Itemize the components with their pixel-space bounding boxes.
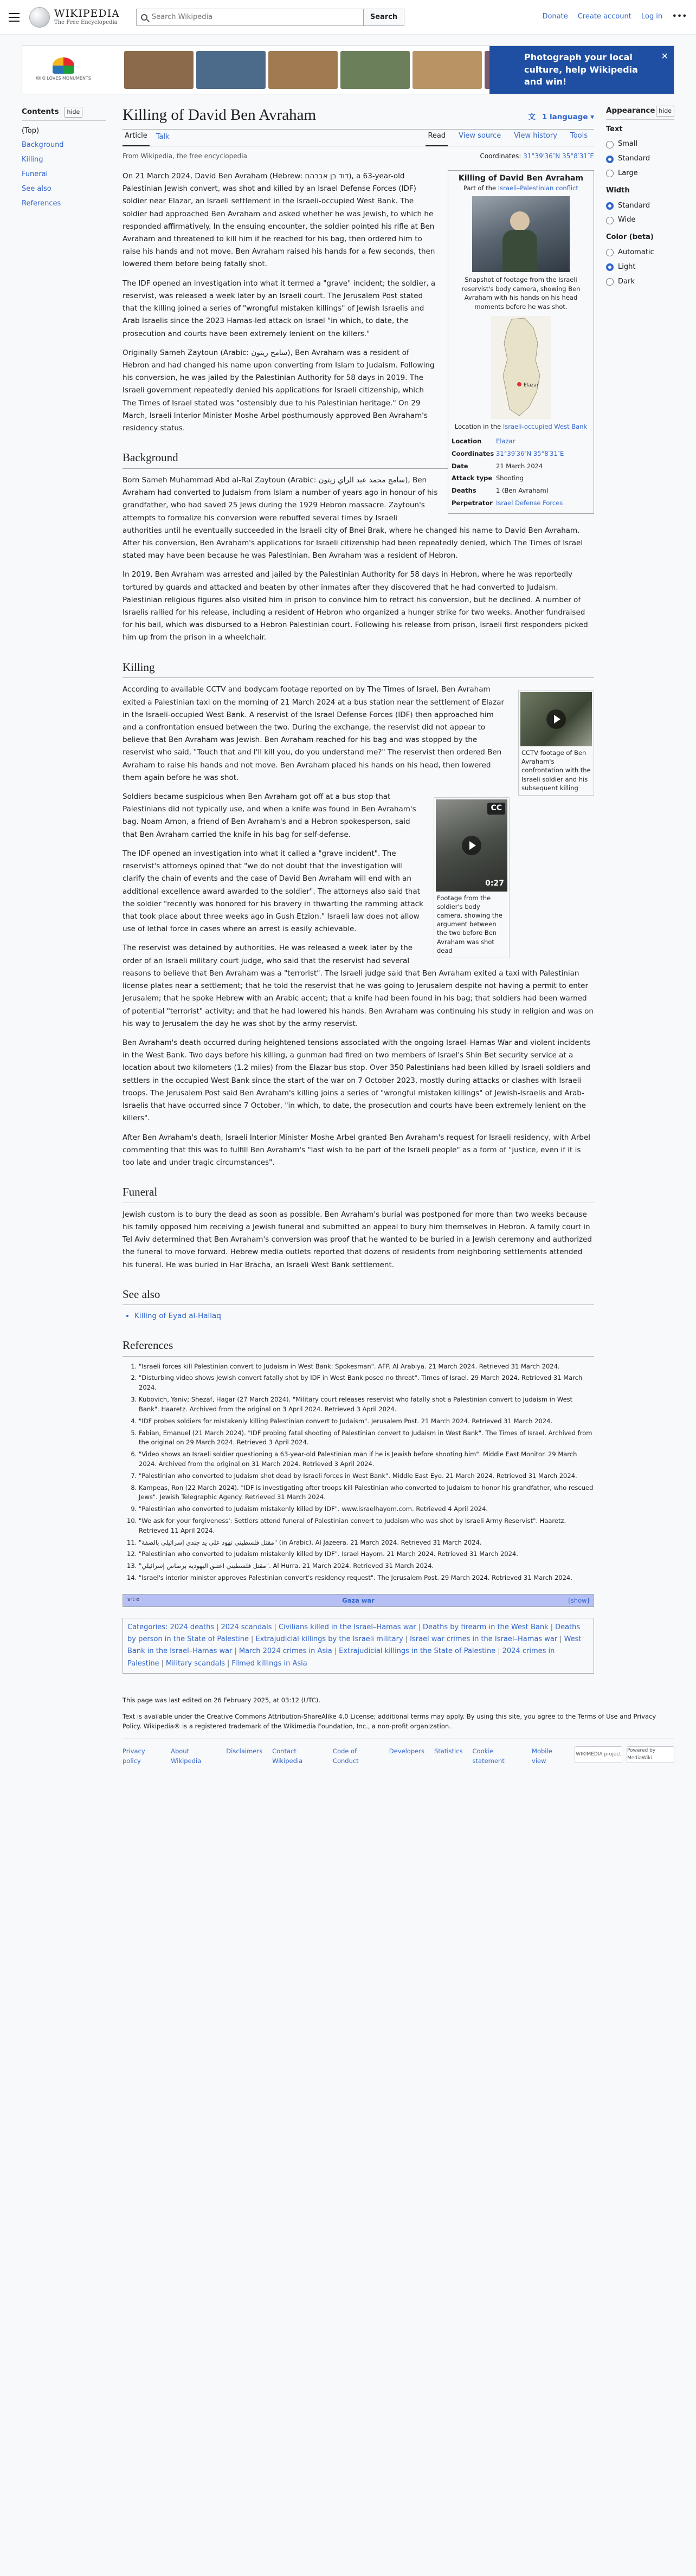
radio-label: Light (618, 262, 636, 271)
tab-tools[interactable]: Tools (570, 131, 588, 140)
reference-item: 8. Kampeas, Ron (22 March 2024). "IDF is investigating after troops kill Palestinian who converted to Judaism to honor his grandfather, who rescued Jews". Jewish Telegraphic Agency. Retrieved 31 March 2024. (139, 1483, 594, 1503)
radio-label: Standard (618, 154, 650, 163)
search-button[interactable]: Search (363, 9, 404, 26)
background-paragraph: Born Sameh Muhammad Abd al-Rai Zaytoun (Arabic: سامح محمد عبد الراي زيتون), Ben Avraham had converted to Judaism from Islam a number of years ago in honour of his grandfather, who had saved 25 Jews during the 1929 Hebron massacre. Zaytoun's attempts to formalize his conversion were rebuffed several times by Israeli authorities until he eventually succeeded in the Israeli city of Bnei Brak, where he changed his name to David Ben Avraham. After his conversion, Ben Avraham's applications for Israeli citizenship had been repeatedly denied, which The Times of Israel stated may have been because he was Palestinian. Ben Avraham was a resident of Hebron. (123, 475, 583, 560)
cctv-video-figure (518, 690, 594, 795)
wikimedia-badge[interactable]: WIKIMEDIA project (575, 1746, 622, 1763)
appearance-radio-option[interactable] (606, 260, 674, 275)
category-link[interactable]: Filmed killings in Asia (231, 1659, 307, 1668)
tab-view-source[interactable]: View source (459, 131, 501, 140)
bodycam-video-caption: Footage from the soldier's body camera, showing the argument between the two before Ben Avraham was shot dead (437, 894, 502, 954)
section-heading-background: Background (123, 449, 594, 469)
reference-item: 5. Fabian, Emanuel (21 March 2024). "IDF probing fatal shooting of Palestinian convert to Judaism in West Bank". The Times of Israel. Archived from the original on 29 March 2024. Retrieved 3 April 2024. (139, 1429, 594, 1448)
radio-button-icon[interactable] (606, 156, 614, 163)
radio-label: Large (618, 169, 638, 177)
killing-paragraph: According to available CCTV and bodycam footage reported on by The Times of Israel, Ben Avraham exited a Palestinian taxi on the morning of 21 March 2024 at a bus station near the settlement of Elazar in the Israeli-occupied West Bank. A reservist of the Israel Defense Forces (IDF) then approached him and a confrontation ensued between the two. During the exchange, the reservist did not appear to believe that Ben Avraham was Jewish. Ben Avraham reached for his bag and was stopped by the reservist who said, "Touch that and I'll kill you, do you understand me?" The reservist then ordered Ben Avraham to raise his hands and not move. Ben Avraham placed his hands on his head, then lowered them again before he was shot. (123, 685, 505, 782)
infobox-key: Coordinates (452, 449, 494, 457)
banner-photo (340, 51, 410, 89)
search-box (136, 9, 364, 26)
reference-item: 1. "Israeli forces kill Palestinian convert to Judaism in West Bank: Spokesman". AFP. Al Arabiya. 21 March 2024. Retrieved 31 March 2024. (139, 1362, 594, 1372)
cctv-video[interactable] (520, 692, 592, 746)
bodycam-snapshot-image[interactable] (472, 196, 570, 272)
infobox-key: Deaths (452, 486, 476, 494)
mediawiki-badge[interactable]: Powered by MediaWiki (627, 1746, 674, 1763)
category-link[interactable]: Military scandals (165, 1659, 225, 1668)
license-text: Text is available under the Creative Commons Attribution-ShareAlike 4.0 License; additional terms may apply. By using this site, you agree to the Terms of Use and Privacy Policy. Wikipedia® is a registered trademark of the Wikimedia Foundation, Inc., a non-profit organization. (123, 1713, 656, 1731)
category-link[interactable]: Extrajudicial killings by the Israeli military (255, 1635, 403, 1644)
wikipedia-logo[interactable] (29, 7, 120, 28)
radio-label: Small (618, 140, 638, 149)
reference-item: 2. "Disturbing video shows Jewish convert fatally shot by IDF in West Bank posed no threat". Times of Israel. 29 March 2024. Retrieved 31 March 2024. (139, 1373, 594, 1393)
tagline: The Free Encyclopedia (54, 19, 118, 25)
appearance-radio-option[interactable] (606, 166, 674, 181)
lead-paragraph: On 21 March 2024, David Ben Avraham (Hebrew: דוד בן אברהם), a 63-year-old Palestinian Jewish convert, was shot and killed by an Israel Defense Forces (IDF) soldier near Elazar, an Israeli settlement in the Israeli-occupied West Bank. The soldier had approached Ben Avraham and asked whether he was Jewish, to which he responded affirmatively. In the ensuing encounter, the soldier pointed his rifle at Ben Avraham and threatened to kill him if he reached for his bag, then ordered him to raise his hands and not move. Ben Avraham raised his hands for a few seconds, then lowered them before being fatally shot. (123, 171, 435, 269)
top-bar (0, 0, 696, 35)
close-icon[interactable]: ✕ (661, 51, 668, 61)
reference-item: 6. "Video shows an Israeli soldier questioning a 63-year-old Palestinian man if he is Jewish before shooting him". Middle East Monitor. 29 March 2024. Archived from the original on 31 March 2024. Retrieved 3 April 2024. (139, 1450, 594, 1469)
radio-label: Automatic (618, 248, 654, 256)
category-link[interactable]: March 2024 crimes in Asia (239, 1647, 332, 1656)
reference-item: 14. "Israel's interior minister approves Palestinian convert's residency request". The Jerusalem Post. 29 March 2024. Retrieved 31 March 2024. (139, 1573, 594, 1583)
heart-logo-icon (53, 57, 74, 74)
reference-item: 7. "Palestinian who converted to Judaism shot dead by Israeli forces in West Bank". Middle East Eye. 21 March 2024. Retrieved 31 March 2024. (139, 1471, 594, 1481)
radio-button-icon[interactable] (606, 278, 614, 286)
navbox-title[interactable]: Gaza war (342, 1596, 375, 1604)
category-separator: | (216, 1623, 219, 1632)
infobox-row-coordinates (452, 448, 590, 460)
category-separator: | (334, 1647, 337, 1656)
killing-paragraph: The IDF opened an investigation into what it called a "grave incident". The reservist's attorneys opined that "we do not doubt that the investigation will clarify the chain of events and the case of David Ben Avraham will end with an additional excellence award awarded to the soldier". The attorneys also said that the soldier "recently was honored for his bravery in thwarting the ramming attack that took place about three weeks ago in Gush Etzion." Israeli law does not allow use of lethal force in cases where an arrest is easily achievable. (123, 849, 423, 934)
tab-article[interactable]: Article (123, 131, 150, 146)
toc-item-top[interactable]: (Top) (22, 126, 40, 135)
killing-paragraph: Ben Avraham's death occurred during heightened tensions associated with the ongoing Israel–Hamas War and violent incidents in the West Bank. Two days before his killing, a gunman had fired on two members of Israel's Shin Bet security service at a location about two kilometers (1.2 miles) from the Elazar bus stop. Over 350 Palestinians had been killed by Israeli soldiers and settlers in the occupied West Bank since the start of the war on 7 October 2023, mostly during attacks or clashes with Israeli troops. The Jerusalem Post said Ben Avraham's killing joins a series of "wrongful mistaken killings" of Jewish-Israelis and Arab-Israelis that have occurred since 7 October, "in which, to date, the prosecution and courts have been extremely lenient on the killers". (123, 1038, 591, 1123)
coordinates (480, 151, 594, 162)
category-separator: | (227, 1659, 230, 1668)
location-map[interactable] (491, 316, 551, 419)
appearance-group-label: Color (beta) (606, 233, 654, 242)
play-icon[interactable] (546, 709, 566, 729)
wiki-loves-monuments-logo (33, 51, 94, 88)
reference-item: 10. "We ask for your forgiveness': Settlers attend funeral of Palestinian convert to Judaism who was shot by Israeli Army Reservist". Haaretz. Retrieved 11 April 2024. (139, 1516, 594, 1536)
section-heading-funeral: Funeral (123, 1183, 594, 1203)
map-caption-prefix: Location in the (454, 422, 501, 430)
more-options-icon[interactable]: ••• (672, 12, 687, 21)
table-of-contents (22, 94, 106, 1674)
bodycam-video-figure (434, 797, 510, 958)
radio-button-icon[interactable] (606, 202, 614, 210)
play-icon[interactable] (462, 836, 481, 855)
category-separator: | (559, 1635, 562, 1644)
infobox-value[interactable]: Israel Defense Forces (496, 499, 563, 507)
infobox-part-of-link[interactable]: Israeli–Palestinian conflict (498, 184, 578, 192)
infobox-value[interactable]: 31°39′36″N 35°8′31″E (496, 449, 564, 457)
radio-button-icon[interactable] (606, 217, 614, 224)
category-link[interactable]: Deaths by firearm in the West Bank (423, 1623, 549, 1632)
toc-item-funeral[interactable]: Funeral (22, 170, 48, 178)
category-link[interactable]: Extrajudicial killings in the State of Palestine (339, 1647, 496, 1656)
puzzle-globe-icon (29, 7, 50, 28)
reference-item: 4. "IDF probes soldiers for mistakenly killing Palestinian convert to Judaism". Jerusalem Post. 21 March 2024. Retrieved 31 March 2024. (139, 1417, 594, 1426)
cctv-video-caption: CCTV footage of Ben Avraham's confrontation with the Israeli soldier and his subsequent killing (521, 749, 591, 792)
appearance-radio-option[interactable] (606, 199, 674, 214)
killing-paragraph: Soldiers became suspicious when Ben Avraham got off at a bus stop that Palestinians did not typically use, and when a knife was found in Ben Avraham's bag. Noam Arnon, a friend of Ben Avraham's and a Hebron spokesperson, said that Ben Avraham carried the knife in his bag for self-defense. (123, 792, 416, 839)
appearance-radio-option[interactable] (606, 137, 674, 152)
donate-link[interactable]: Donate (542, 12, 568, 21)
wordmark: WIKIPEDIA (54, 8, 120, 20)
infobox-key: Location (452, 437, 482, 446)
footer-link[interactable]: About Wikipedia (171, 1747, 202, 1765)
category-separator: | (498, 1647, 500, 1656)
appearance-radio-option[interactable] (606, 152, 674, 166)
category-link[interactable]: 2024 scandals (221, 1623, 272, 1632)
campaign-banner[interactable] (22, 46, 674, 94)
infobox-row-deaths (452, 485, 590, 497)
infobox-part-of-prefix: Part of the (463, 184, 497, 192)
radio-button-icon[interactable] (606, 249, 614, 256)
banner-cta[interactable]: Photograph your local culture, help Wikipedia and win! (489, 46, 674, 94)
tab-read[interactable]: Read (426, 131, 448, 146)
appearance-title: Appearance (606, 106, 655, 115)
category-separator: | (250, 1635, 254, 1644)
toc-item-killing[interactable]: Killing (22, 156, 43, 164)
tab-view-history[interactable]: View history (514, 131, 557, 140)
article-body (123, 163, 594, 1674)
radio-label: Standard (618, 201, 650, 210)
radio-button-icon[interactable] (606, 170, 614, 177)
footer-links (123, 1738, 674, 1766)
toc-title: Contents (22, 107, 59, 116)
infobox-row-location (452, 435, 590, 448)
map-label: Elazar (524, 382, 539, 388)
create-account-link[interactable]: Create account (577, 12, 631, 21)
banner-photo (196, 51, 266, 89)
category-link[interactable]: West Bank in the Israel–Hamas war (127, 1635, 582, 1656)
coordinates-label: Coordinates: (480, 152, 521, 160)
infobox-row-perpetrator (452, 497, 590, 509)
appearance-radio-option[interactable] (606, 275, 674, 289)
tab-talk[interactable]: Talk (156, 132, 170, 141)
category-link[interactable]: Deaths by person in the State of Palestine (127, 1623, 581, 1644)
lead-paragraph: Originally Sameh Zaytoun (Arabic: سامح زيتون), Ben Avraham was a resident of Hebron and had changed his name upon converting from Islam to Judaism. Following his conversion, he was jailed by the Palestinian Authority for 58 days in 2019. The Israeli government repeatedly denied his applications for Israeli citizenship, which The Times of Israel stated was "ostensibly due to his Palestinian heritage." On 29 March, Israeli Interior Minister Moshe Arbel posthumously approved Ben Avraham's residency status. (123, 348, 435, 433)
radio-label: Dark (618, 277, 635, 286)
category-separator: | (405, 1635, 408, 1644)
map-caption-link[interactable]: Israeli-occupied West Bank (502, 422, 588, 430)
language-button[interactable]: 文 1 language ▾ (528, 113, 594, 122)
infobox-key: Attack type (452, 474, 493, 482)
appearance-group-label: Width (606, 186, 630, 195)
language-button-label: 1 language (542, 113, 588, 122)
footer-link[interactable]: Mobile view (532, 1747, 552, 1765)
appearance-radio-option[interactable] (606, 246, 674, 260)
section-heading-killing: Killing (123, 658, 594, 679)
banner-photo (124, 51, 194, 89)
infobox-row-attack-type (452, 472, 590, 485)
references-list (123, 1362, 594, 1583)
infobox-key: Perpetrator (452, 499, 493, 507)
categories-label[interactable]: Categories: (127, 1623, 168, 1632)
funeral-paragraph: Jewish custom is to bury the dead as soon as possible. Ben Avraham's burial was postponed for more than two weeks because his family opposed him receiving a Jewish funeral and submitted an appeal to bury him themselves in Hebron. A family court in Tel Aviv determined that Ben Avraham's conversion was proof that he wanted to be buried in a Jewish ceremony and authorized the funeral to move forward. Hebrew media outlets reported that dozens of residents from neighboring settlements attended his funeral. He was buried in Har Brācha, an Israeli West Bank settlement. (123, 1210, 592, 1269)
killing-paragraph: After Ben Avraham's death, Israeli Interior Minister Moshe Arbel granted Ben Avraham's request for Israeli residency, with Arbel commenting that this was to fulfill Ben Avraham's "last wish to be part of the Israeli people" as a form of "justice, even if it is too late and under tragic circumstances". (123, 1133, 591, 1167)
infobox-photo-caption: Snapshot of footage from the Israeli reservist's body camera, showing Ben Avraham with his hands on his head moments before he was shot. (461, 275, 581, 311)
page-title: Killing of David Ben Avraham (123, 106, 317, 124)
radio-button-icon[interactable] (606, 263, 614, 271)
page-tabs (123, 130, 594, 147)
toc-item-references[interactable]: References (22, 199, 61, 208)
footer-link[interactable]: Cookie statement (472, 1747, 505, 1765)
last-edited: This page was last edited on 26 February 2025, at 03:12 (UTC). (123, 1696, 321, 1704)
footer-link[interactable]: Statistics (434, 1747, 463, 1755)
infobox (448, 170, 594, 514)
toc-hide-button[interactable]: hide (65, 107, 83, 118)
background-paragraph: In 2019, Ben Avraham was arrested and jailed by the Palestinian Authority for 58 days in Hebron, where he was reportedly tortured by guards and attacked and beaten by other inmates after they discovered that he had converted to Judaism. Palestinian religious figures also visited him in prison to convince him to retract his conversion, but he declined. A number of Israelis rallied for his release, including a resident of Hebron who organized a hunger strike for two weeks. Another fundraised for his bail, which was disbursed to a Hebron Palestinian court. Following his release from prison, Israeli first responders picked him up from the prison in a wheelchair. (123, 570, 588, 642)
navbox (123, 1594, 594, 1607)
categories-box (123, 1618, 594, 1673)
category-separator: | (234, 1647, 237, 1656)
see-also-item[interactable]: • Killing of Eyad al-Hallaq (134, 1310, 594, 1322)
search-icon (141, 14, 147, 21)
search-input[interactable] (152, 13, 359, 21)
infobox-part-of (452, 184, 590, 193)
killing-paragraph: The reservist was detained by authorities. He was released a week later by the order of an Israeli military court judge, who said that the reservist had several reasons to believe that Ben Avraham was a "terrorist". The Israeli judge said that Ben Avraham exited a taxi with Palestinian license plates near a settlement; that he told the reservist that he was going to Jerusalem despite not having a permit to enter Jerusalem; that he spoke Hebrew with an Arabic accent; that a knife had been found in his bag; that soldiers had been warned of potential "terrorist" activity; and that he had lowered his hands. Ben Avraham was continuing his study in religion and was on his way to Jerusalem the day he was shot by the army reservist. (123, 944, 594, 1028)
infobox-map-caption (454, 422, 588, 431)
category-separator: | (274, 1623, 276, 1632)
appearance-panel (594, 94, 674, 1674)
main-menu-icon[interactable] (9, 13, 20, 22)
from-wikipedia: From Wikipedia, the free encyclopedia (123, 152, 247, 160)
infobox-row-date (452, 460, 590, 473)
reference-item: 3. Kubovich, Yaniv; Shezaf, Hagar (27 March 2024). "Military court releases reservist who fatally shot a Palestinian convert to Judaism in West Bank". Haaretz. Archived from the original on 3 April 2024. Retrieved 3 April 2024. (139, 1395, 594, 1415)
radio-label: Wide (618, 216, 636, 224)
infobox-value: 1 (Ben Avraham) (496, 486, 549, 494)
video-duration: 0:27 (485, 879, 504, 888)
user-links (542, 11, 687, 23)
reference-item: 9. "Palestinian who converted to Judaism mistakenly killed by IDF". www.israelhayom.com. Retrieved 4 April 2024. (139, 1505, 594, 1514)
section-heading-references: References (123, 1337, 594, 1357)
coordinates-link[interactable]: 31°39′36″N 35°8′31″E (523, 152, 594, 160)
footer-link[interactable]: Disclaimers (226, 1747, 263, 1755)
footer (0, 1674, 696, 1766)
appearance-radio-option[interactable] (606, 213, 674, 228)
bodycam-video[interactable] (436, 799, 507, 892)
radio-button-icon[interactable] (606, 141, 614, 149)
footer-link[interactable]: Contact Wikipedia (272, 1747, 303, 1765)
appearance-hide-button[interactable]: hide (656, 106, 674, 117)
category-separator: | (161, 1659, 164, 1668)
infobox-title: Killing of David Ben Avraham (458, 173, 584, 183)
banner-photo (413, 51, 482, 89)
main-content (106, 94, 594, 1674)
category-link[interactable]: Civilians killed in the Israel–Hamas war (278, 1623, 416, 1632)
infobox-value: Shooting (496, 474, 524, 482)
footer-link[interactable]: Code of Conduct (332, 1747, 359, 1765)
see-also-list (123, 1310, 594, 1322)
west-bank-map-icon (491, 316, 551, 419)
infobox-value[interactable]: Elazar (496, 437, 515, 446)
navbox-vte[interactable]: v·t·e (127, 1596, 140, 1603)
category-separator: | (550, 1623, 553, 1632)
closed-captions-icon[interactable]: CC (487, 803, 505, 815)
reference-item: 12. "Palestinian who converted to Judaism mistakenly killed by IDF". Israel Hayom. 21 March 2024. Retrieved 31 March 2024. (139, 1550, 594, 1559)
banner-logo-text: WIKI LOVES MONUMENTS (36, 76, 91, 81)
category-link[interactable]: 2024 deaths (170, 1623, 215, 1632)
reference-item: 11. "مقتل فلسطيني تهود على يد جندي إسرائيلي بالضفة" (in Arabic). Al Jazeera. 21 March 2024. Retrieved 31 March 2024. (139, 1538, 594, 1548)
reference-item: 13. "مقتل فلسطيني اعتنق اليهودية برصاص إسرائيلي". Al Hurra. 21 March 2024. Retrieved 31 March 2024. (139, 1561, 594, 1571)
category-separator: | (418, 1623, 421, 1632)
footer-link[interactable]: Developers (389, 1747, 424, 1755)
toc-item-see-also[interactable]: See also (22, 184, 51, 193)
appearance-group-label: Text (606, 125, 623, 133)
category-link[interactable]: 2024 crimes in Palestine (127, 1647, 555, 1668)
section-heading-see-also: See also (123, 1286, 594, 1306)
toc-item-background[interactable]: Background (22, 141, 64, 150)
login-link[interactable]: Log in (641, 12, 663, 21)
category-link[interactable]: Israel war crimes in the Israel–Hamas war (410, 1635, 558, 1644)
lead-paragraph: The IDF opened an investigation into what it termed a "grave" incident; the soldier, a reservist, was released a week later by an Israeli court. The Jerusalem Post stated that the killing joined a series of "wrongful mistaken killings" of Jewish Israelis and Arab Israelis since the 2023 Hamas-led attack on Israel "in which, to date, the prosecution and courts have been extremely lenient on the killers." (123, 279, 436, 338)
infobox-key: Date (452, 462, 468, 470)
infobox-value: 21 March 2024 (496, 462, 543, 470)
navbox-show-button[interactable]: [show] (568, 1596, 589, 1604)
banner-photo (268, 51, 338, 89)
footer-link[interactable]: Privacy policy (123, 1747, 145, 1765)
